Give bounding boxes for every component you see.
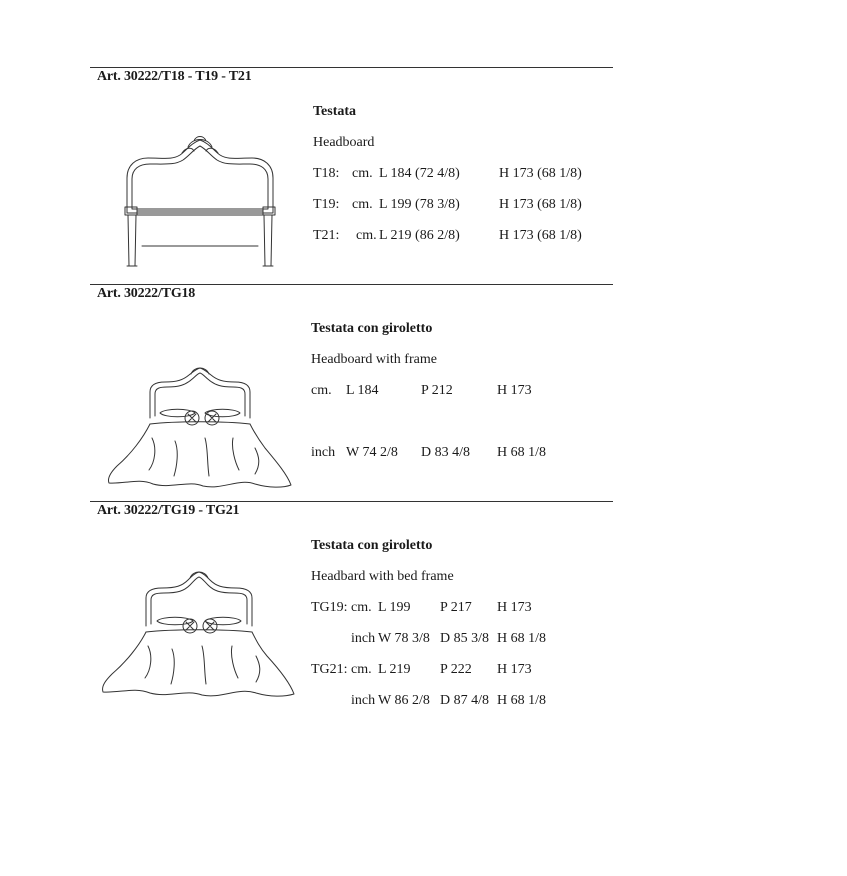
height-value: H 173 (68 1/8)	[499, 166, 582, 181]
height-value: H 68 1/8	[497, 693, 546, 708]
depth-value: P 217	[440, 600, 472, 615]
section-divider	[90, 501, 613, 502]
depth-value: D 83 4/8	[421, 445, 470, 460]
height-value: H 68 1/8	[497, 631, 546, 646]
product-title: Testata con giroletto	[311, 321, 433, 336]
article-code: Art. 30222/TG18	[97, 286, 196, 301]
height-value: H 173	[497, 600, 532, 615]
length-value: L 199 (78 3/8)	[379, 197, 460, 212]
length-value: L 184 (72 4/8)	[379, 166, 460, 181]
height-value: H 173 (68 1/8)	[499, 228, 582, 243]
height-value: H 173	[497, 383, 532, 398]
width-value: W 74 2/8	[346, 445, 398, 460]
width-value: W 86 2/8	[378, 693, 430, 708]
length-value: L 199	[378, 600, 411, 615]
product-title: Testata	[313, 104, 357, 119]
size-code: T21:	[313, 228, 340, 243]
length-value: L 219	[378, 662, 411, 677]
depth-value: D 85 3/8	[440, 631, 489, 646]
height-value: H 68 1/8	[497, 445, 546, 460]
height-value: H 173	[497, 662, 532, 677]
headboard-illustration	[120, 133, 280, 273]
bed-with-frame-illustration	[105, 366, 295, 492]
article-code: Art. 30222/T18 - T19 - T21	[97, 69, 252, 84]
bed-with-frame-illustration	[98, 570, 298, 702]
article-code: Art. 30222/TG19 - TG21	[97, 503, 240, 518]
unit-label: cm.	[356, 228, 377, 243]
height-value: H 173 (68 1/8)	[499, 197, 582, 212]
size-code: T19:	[313, 197, 340, 212]
width-value: W 78 3/8	[378, 631, 430, 646]
section-divider	[90, 67, 613, 68]
product-subtitle: Headboard with frame	[311, 352, 437, 367]
length-value: L 219 (86 2/8)	[379, 228, 460, 243]
unit-label: inch	[351, 631, 376, 646]
size-code: TG21: cm.	[311, 662, 372, 677]
product-subtitle: Headbard with bed frame	[311, 569, 454, 584]
size-code: T18:	[313, 166, 340, 181]
depth-value: D 87 4/8	[440, 693, 489, 708]
unit-label: cm.	[311, 383, 332, 398]
unit-label: cm.	[352, 197, 373, 212]
depth-value: P 212	[421, 383, 453, 398]
product-subtitle: Headboard	[313, 135, 375, 150]
depth-value: P 222	[440, 662, 472, 677]
length-value: L 184	[346, 383, 379, 398]
product-title: Testata con giroletto	[311, 538, 433, 553]
unit-label: inch	[351, 693, 376, 708]
size-code: TG19: cm.	[311, 600, 372, 615]
unit-label: inch	[311, 445, 336, 460]
section-divider	[90, 284, 613, 285]
unit-label: cm.	[352, 166, 373, 181]
